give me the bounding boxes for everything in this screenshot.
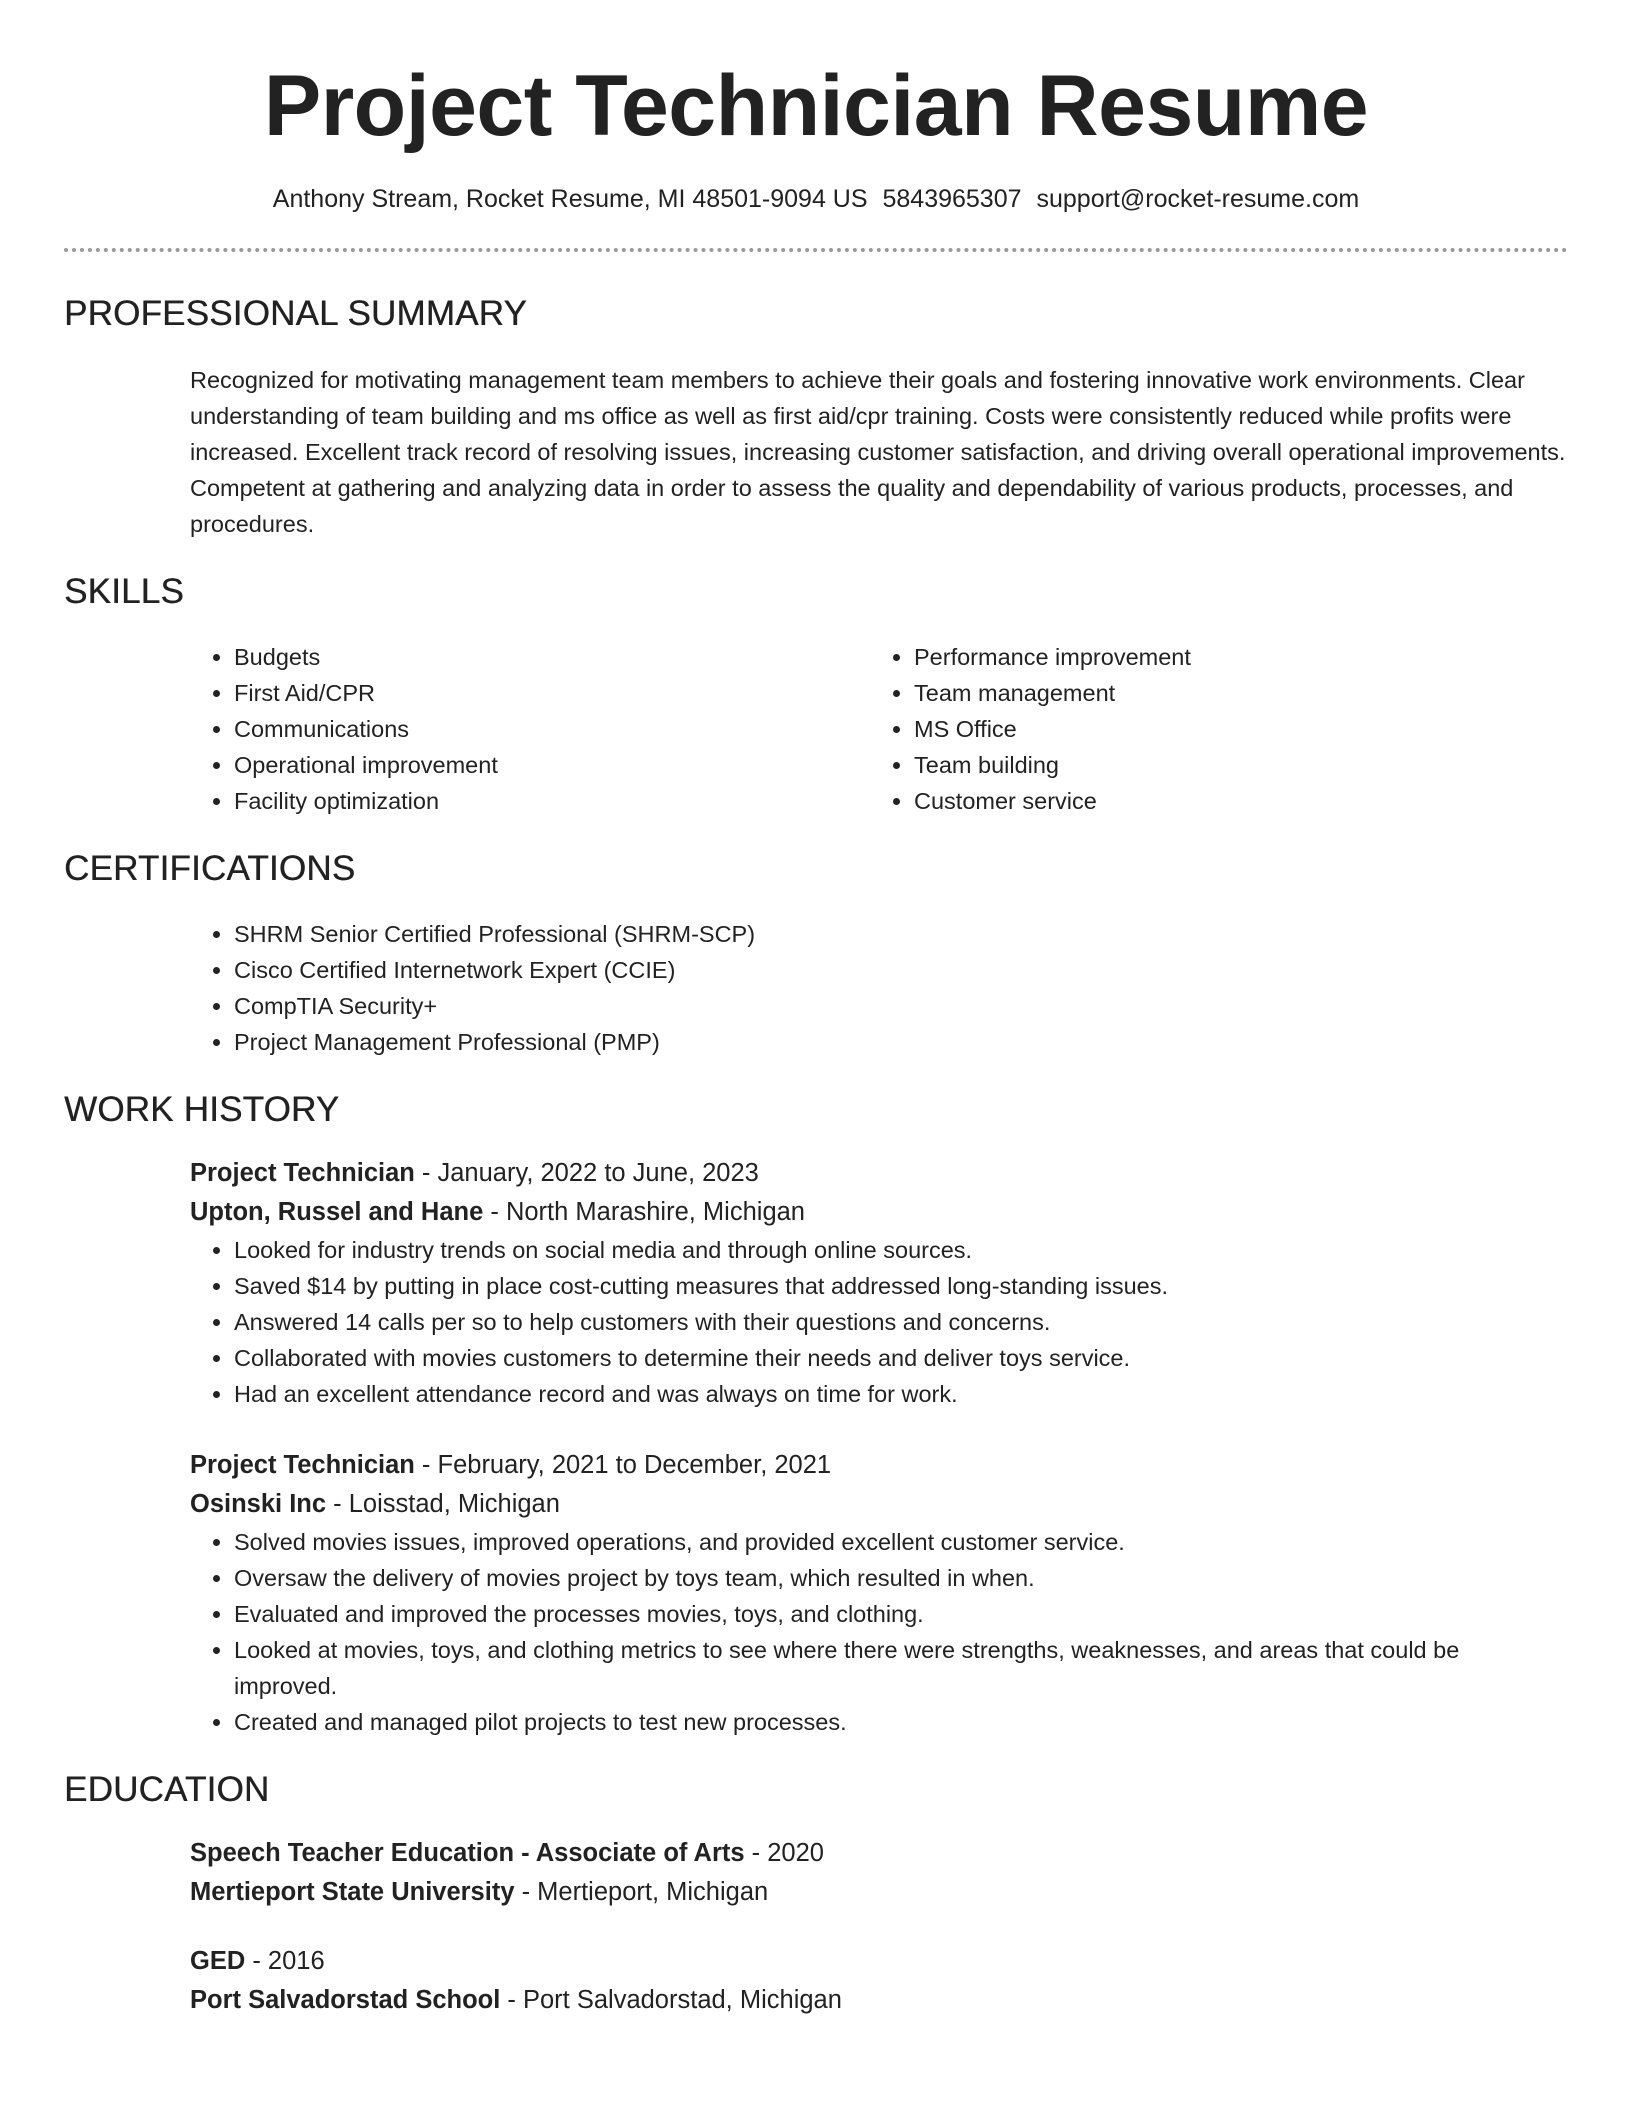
certifications-heading: CERTIFICATIONS — [64, 849, 356, 888]
education-degree: Speech Teacher Education - Associate of Arts — [190, 1839, 745, 1867]
certifications-list — [190, 916, 1568, 1060]
job-duties-list — [190, 1524, 1568, 1740]
job-company: Upton, Russel and Hane — [190, 1198, 484, 1226]
header-divider — [64, 248, 1568, 252]
certification-item: • Project Management Professional (PMP) — [234, 1024, 1568, 1060]
job-title: Project Technician — [190, 1159, 415, 1187]
job-duties-list — [190, 1232, 1568, 1412]
job-duty: • Looked at movies, toys, and clothing metrics to see where there were strengths, weaknesses, and areas that could be improved. — [234, 1632, 1568, 1704]
education-section — [64, 1768, 1568, 2020]
contact-address: Anthony Stream, Rocket Resume, MI 48501-9094 US — [272, 185, 868, 213]
job-entry — [190, 1154, 1568, 1412]
skills-heading: SKILLS — [64, 572, 184, 611]
job-location: - Loisstad, Michigan — [326, 1490, 560, 1518]
job-title-line — [190, 1154, 1568, 1193]
summary-text: Recognized for motivating management team members to achieve their goals and fostering innovative work environments. Clear understanding of team building and ms office as well as first aid/cpr training. Costs were consistently reduced while profits were increased. Excellent track record of resolving issues, increasing customer satisfaction, and driving overall operational improvements. Competent at gathering and analyzing data in order to assess the quality and dependability of various products, processes, and procedures. — [190, 367, 1566, 537]
job-title: Project Technician — [190, 1451, 415, 1479]
skills-right-list — [870, 639, 1550, 819]
education-degree-line — [190, 1834, 1568, 1873]
skill-item: • Budgets — [234, 639, 870, 675]
education-location: - Port Salvadorstad, Michigan — [500, 1986, 842, 2014]
education-entry — [190, 1942, 1568, 2020]
job-company-line — [190, 1193, 1568, 1232]
contact-email: support@rocket-resume.com — [1036, 185, 1360, 213]
certification-item: • SHRM Senior Certified Professional (SHRM-SCP) — [234, 916, 1568, 952]
job-dates: - January, 2022 to June, 2023 — [414, 1159, 759, 1187]
education-school-line — [190, 1981, 1568, 2020]
work-history-section — [64, 1088, 1568, 1740]
skills-right-column — [870, 639, 1550, 819]
job-entry — [190, 1446, 1568, 1740]
certification-item: • Cisco Certified Internetwork Expert (CCIE) — [234, 952, 1568, 988]
job-duty: • Oversaw the delivery of movies project by toys team, which resulted in when. — [234, 1560, 1568, 1596]
skill-item: • Facility optimization — [234, 783, 870, 819]
job-duty: • Solved movies issues, improved operations, and provided excellent customer service. — [234, 1524, 1568, 1560]
certifications-list-wrap — [190, 916, 1568, 1060]
education-location: - Mertieport, Michigan — [514, 1878, 769, 1906]
job-duty: • Looked for industry trends on social media and through online sources. — [234, 1232, 1568, 1268]
job-duty: • Collaborated with movies customers to determine their needs and deliver toys service. — [234, 1340, 1568, 1376]
education-school: Mertieport State University — [190, 1878, 515, 1906]
certification-item: • CompTIA Security+ — [234, 988, 1568, 1024]
job-duty: • Evaluated and improved the processes movies, toys, and clothing. — [234, 1596, 1568, 1632]
education-year: - 2016 — [245, 1947, 325, 1975]
education-school: Port Salvadorstad School — [190, 1986, 501, 2014]
education-school-line — [190, 1873, 1568, 1912]
skills-left-column — [190, 639, 870, 819]
education-year: - 2020 — [744, 1839, 824, 1867]
job-duty: • Saved $14 by putting in place cost-cutting measures that addressed long-standing issues. — [234, 1268, 1568, 1304]
education-heading: EDUCATION — [64, 1770, 270, 1809]
skill-item: • Communications — [234, 711, 870, 747]
contact-phone: 5843965307 — [882, 185, 1022, 213]
job-company-line — [190, 1485, 1568, 1524]
education-degree: GED — [190, 1947, 246, 1975]
skill-item: • MS Office — [914, 711, 1550, 747]
job-location: - North Marashire, Michigan — [483, 1198, 805, 1226]
job-duty: • Created and managed pilot projects to test new processes. — [234, 1704, 1568, 1740]
job-duty: • Answered 14 calls per so to help customers with their questions and concerns. — [234, 1304, 1568, 1340]
skill-item: • Customer service — [914, 783, 1550, 819]
skills-left-list — [190, 639, 870, 819]
contact-line — [64, 182, 1568, 216]
job-duty: • Had an excellent attendance record and was always on time for work. — [234, 1376, 1568, 1412]
education-entry — [190, 1834, 1568, 1912]
job-title-line — [190, 1446, 1568, 1485]
skill-item: • First Aid/CPR — [234, 675, 870, 711]
job-dates: - February, 2021 to December, 2021 — [414, 1451, 832, 1479]
certifications-section — [64, 847, 1568, 1060]
education-degree-line — [190, 1942, 1568, 1981]
skill-item: • Team building — [914, 747, 1550, 783]
summary-section — [64, 292, 1568, 542]
skill-item: • Performance improvement — [914, 639, 1550, 675]
job-company: Osinski Inc — [190, 1490, 327, 1518]
summary-heading: PROFESSIONAL SUMMARY — [64, 294, 527, 333]
skills-section — [64, 570, 1568, 819]
skills-columns — [190, 639, 1568, 819]
resume-title: Project Technician Resume — [263, 58, 1369, 154]
work-history-heading: WORK HISTORY — [64, 1090, 340, 1129]
skill-item: • Team management — [914, 675, 1550, 711]
skill-item: • Operational improvement — [234, 747, 870, 783]
